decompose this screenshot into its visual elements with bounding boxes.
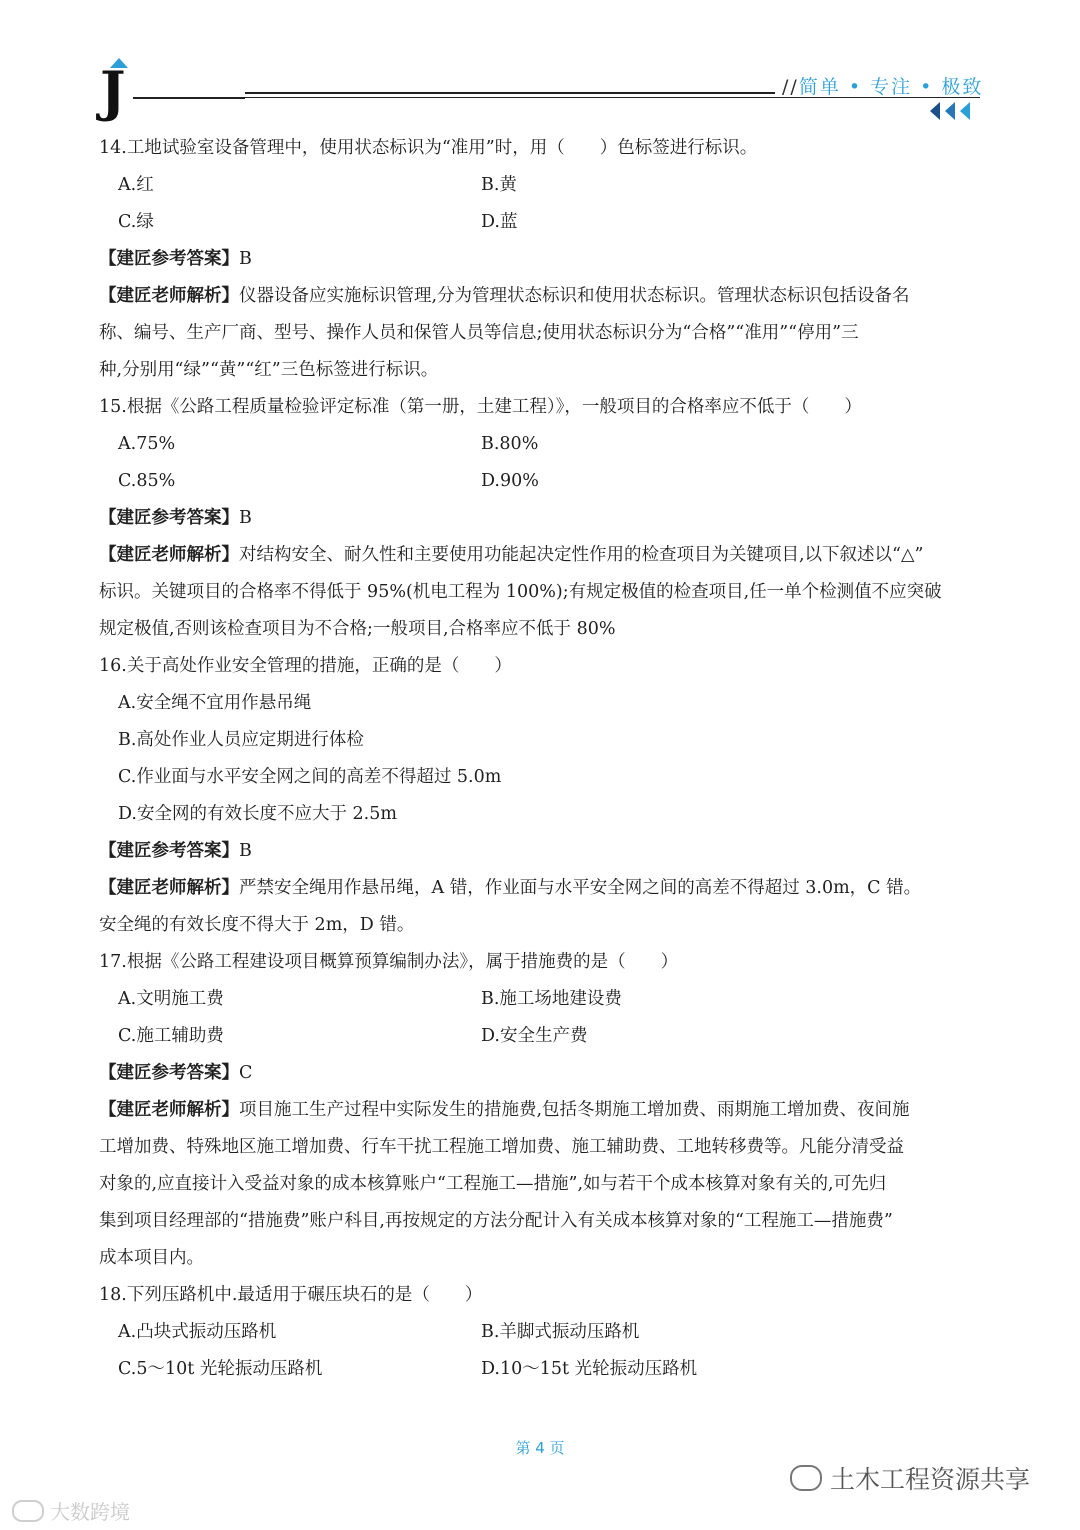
analysis-line: 对象的,应直接计入受益对象的成本核算账户“工程施工—措施”,如与若干个成本核算对象有关的,可先归 <box>99 1174 887 1194</box>
answer-line <box>99 833 989 870</box>
options-row <box>99 1351 989 1388</box>
option: A.凸块式振动压路机 <box>118 1322 277 1342</box>
option: B.羊脚式振动压路机 <box>481 1322 640 1342</box>
option: A.75% <box>118 434 176 454</box>
option: A.文明施工费 <box>118 989 224 1009</box>
option: B.施工场地建设费 <box>481 989 622 1009</box>
analysis-line: 标识。关键项目的合格率不得低于 95%(机电工程为 100%);有规定极值的检查项目,任一单个检测值不应突破 <box>99 582 942 602</box>
header-slogan <box>782 72 983 99</box>
option: B.高处作业人员应定期进行体检 <box>118 730 364 750</box>
analysis-line <box>99 1092 989 1129</box>
answer-tag: 【建匠参考答案】 <box>99 508 239 528</box>
watermark-logo-icon <box>12 1500 44 1522</box>
analysis-text: 仪器设备应实施标识管理,分为管理状态标识和使用状态标识。管理状态标识包括设备名 <box>239 286 910 306</box>
answer-line <box>99 241 989 278</box>
analysis-text: 项目施工生产过程中实际发生的措施费,包括冬期施工增加费、雨期施工增加费、夜间施 <box>239 1100 910 1120</box>
options-row <box>99 981 989 1018</box>
answer-tag: 【建匠参考答案】 <box>99 841 239 861</box>
option: D.安全生产费 <box>481 1026 588 1046</box>
analysis-text: 对结构安全、耐久性和主要使用功能起决定性作用的检查项目为关键项目,以下叙述以“△” <box>239 545 924 565</box>
analysis-line: 规定极值,否则该检查项目为不合格;一般项目,合格率应不低于 80% <box>99 619 616 639</box>
answer-tag: 【建匠参考答案】 <box>99 1063 239 1083</box>
question-stem: 15.根据《公路工程质量检验评定标准（第一册，土建工程）》，一般项目的合格率应不低于（ ） <box>99 397 862 417</box>
analysis-line <box>99 278 989 315</box>
answer-value: B <box>239 841 252 861</box>
question-stem: 16.关于高处作业安全管理的措施，正确的是（ ） <box>99 656 512 676</box>
answer-line <box>99 500 989 537</box>
option: A.红 <box>118 175 154 195</box>
page-number: 第 4 页 <box>515 1439 565 1457</box>
option: D.10～15t 光轮振动压路机 <box>481 1359 698 1379</box>
option: D.蓝 <box>481 212 518 232</box>
option: D.90% <box>481 471 539 491</box>
watermark-right <box>790 1460 1030 1496</box>
logo-letter: J <box>100 59 126 123</box>
answer-value: B <box>239 249 252 269</box>
analysis-tag: 【建匠老师解析】 <box>99 1100 239 1120</box>
option: C.5～10t 光轮振动压路机 <box>118 1359 323 1379</box>
option: C.绿 <box>118 212 154 232</box>
analysis-line: 称、编号、生产厂商、型号、操作人员和保管人员等信息;使用状态标识分为“合格”“准用”“停用”三 <box>99 323 859 343</box>
option: B.黄 <box>481 175 517 195</box>
option: A.安全绳不宜用作悬吊绳 <box>118 693 312 713</box>
brand-logo <box>100 58 140 123</box>
wechat-icon <box>790 1465 822 1491</box>
answer-line <box>99 1055 989 1092</box>
answer-value: C <box>239 1063 253 1083</box>
question-stem: 18.下列压路机中.最适用于碾压块石的是（ ） <box>99 1285 483 1305</box>
options-row <box>99 463 989 500</box>
options-row <box>99 167 989 204</box>
question-stem: 17.根据《公路工程建设项目概算预算编制办法》，属于措施费的是（ ） <box>99 952 679 972</box>
analysis-line <box>99 537 989 574</box>
slogan-text: 简单 • 专注 • 极致 <box>798 76 984 98</box>
option: C.作业面与水平安全网之间的高差不得超过 5.0m <box>118 767 502 787</box>
options-row <box>99 1018 989 1055</box>
analysis-line: 安全绳的有效长度不得大于 2m，D 错。 <box>99 915 415 935</box>
watermark-left-text: 大数跨境 <box>50 1500 130 1524</box>
analysis-line: 工增加费、特殊地区施工增加费、行车干扰工程施工增加费、施工辅助费、工地转移费等。凡能分清受益 <box>99 1137 904 1157</box>
header-rule <box>245 92 775 94</box>
options-row <box>99 1314 989 1351</box>
options-row <box>99 426 989 463</box>
analysis-line: 种,分别用“绿”“黄”“红”三色标签进行标识。 <box>99 360 439 380</box>
analysis-line: 集到项目经理部的“措施费”账户科目,再按规定的方法分配计入有关成本核算对象的“工程施工—措施费” <box>99 1211 893 1231</box>
header-rule <box>133 97 245 99</box>
answer-value: B <box>239 508 252 528</box>
analysis-line: 成本项目内。 <box>99 1248 204 1268</box>
option: D.安全网的有效长度不应大于 2.5m <box>118 804 397 824</box>
option: C.施工辅助费 <box>118 1026 224 1046</box>
question-stem: 14.工地试验室设备管理中，使用状态标识为“准用”时，用（ ）色标签进行标识。 <box>99 138 758 158</box>
analysis-tag: 【建匠老师解析】 <box>99 878 239 898</box>
option: B.80% <box>481 434 539 454</box>
analysis-text: 严禁安全绳用作悬吊绳，A 错，作业面与水平安全网之间的高差不得超过 3.0m，C 错。 <box>239 878 922 898</box>
options-row <box>99 204 989 241</box>
analysis-tag: 【建匠老师解析】 <box>99 286 239 306</box>
slogan-prefix: // <box>782 76 799 98</box>
question-list <box>99 130 989 1388</box>
answer-tag: 【建匠参考答案】 <box>99 249 239 269</box>
analysis-tag: 【建匠老师解析】 <box>99 545 239 565</box>
watermark-left <box>12 1496 130 1525</box>
analysis-line <box>99 870 989 907</box>
watermark-right-text: 土木工程资源共享 <box>830 1465 1031 1494</box>
option: C.85% <box>118 471 176 491</box>
